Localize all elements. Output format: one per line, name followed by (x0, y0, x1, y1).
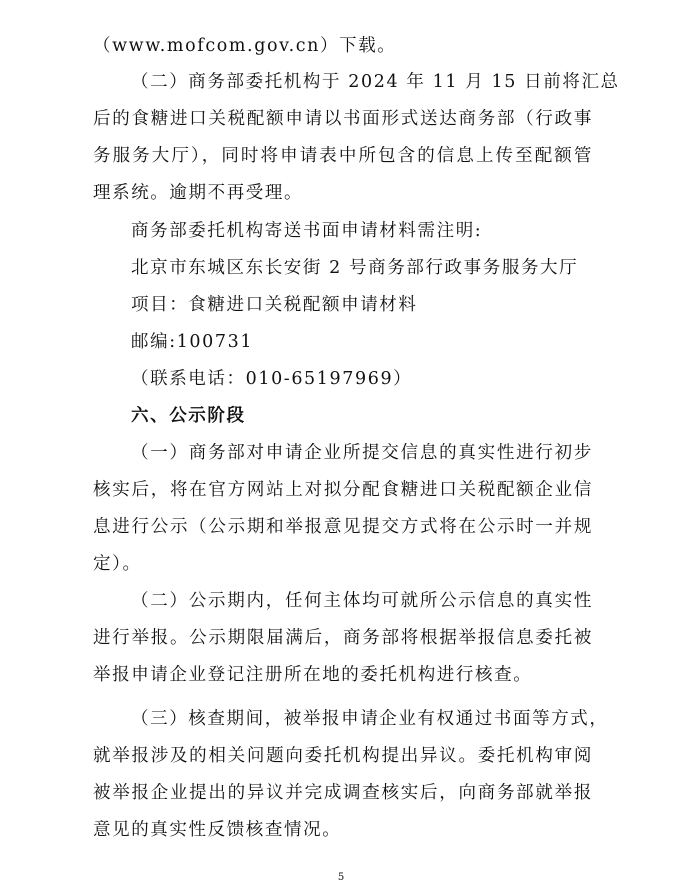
text-line-paragraph-2-line-4: 理系统。逾期不再受理。 (93, 183, 304, 203)
section-heading-publicity-stage: 六、公示阶段 (131, 406, 246, 426)
text-line-publicity-1-line-4: 定）。 (93, 554, 142, 574)
text-line-publicity-3-line-2: 就举报涉及的相关问题向委托机构提出异议。委托机构审阅 (93, 746, 593, 766)
text-line-publicity-3-line-3: 被举报企业提出的异议并完成调查核实后，向商务部就举报 (93, 783, 593, 803)
text-line-publicity-2-line-3: 举报申请企业登记注册所在地的委托机构进行核查。 (93, 665, 533, 685)
mailing-address: 北京市东城区东长安街 2 号商务部行政事务服务大厅 (131, 258, 579, 278)
text-line-paragraph-2-line-3: 务服务大厅），同时将申请表中所包含的信息上传至配额管 (93, 146, 593, 166)
text-line-website: （www.mofcom.gov.cn）下载。 (93, 36, 397, 56)
text-line-publicity-3-line-1: （三）核查期间，被举报申请企业有权通过书面等方式， (131, 709, 609, 729)
page-number: 5 (337, 872, 345, 883)
text-line-publicity-1-line-2: 核实后，将在官方网站上对拟分配食糖进口关税配额企业信 (93, 480, 593, 500)
mailing-note: 商务部委托机构寄送书面申请材料需注明: (131, 221, 483, 241)
contact-phone: （联系电话：010-65197969） (131, 369, 413, 389)
mailing-project: 项目：食糖进口关税配额申请材料 (131, 295, 418, 315)
text-line-paragraph-2-line-1: （二）商务部委托机构于 2024 年 11 月 15 日前将汇总 (131, 72, 620, 92)
text-line-publicity-2-line-1: （二）公示期内，任何主体均可就所公示信息的真实性 (131, 591, 593, 611)
text-line-publicity-3-line-4: 意见的真实性反馈核查情况。 (93, 820, 342, 840)
postal-code: 邮编:100731 (131, 332, 254, 352)
text-line-publicity-2-line-2: 进行举报。公示期限届满后，商务部将根据举报信息委托被 (93, 628, 593, 648)
text-line-publicity-1-line-3: 息进行公示（公示期和举报意见提交方式将在公示时一并规 (93, 517, 593, 537)
text-line-publicity-1-line-1: （一）商务部对申请企业所提交信息的真实性进行初步 (131, 443, 593, 463)
text-line-paragraph-2-line-2: 后的食糖进口关税配额申请以书面形式送达商务部（行政事 (93, 109, 593, 129)
